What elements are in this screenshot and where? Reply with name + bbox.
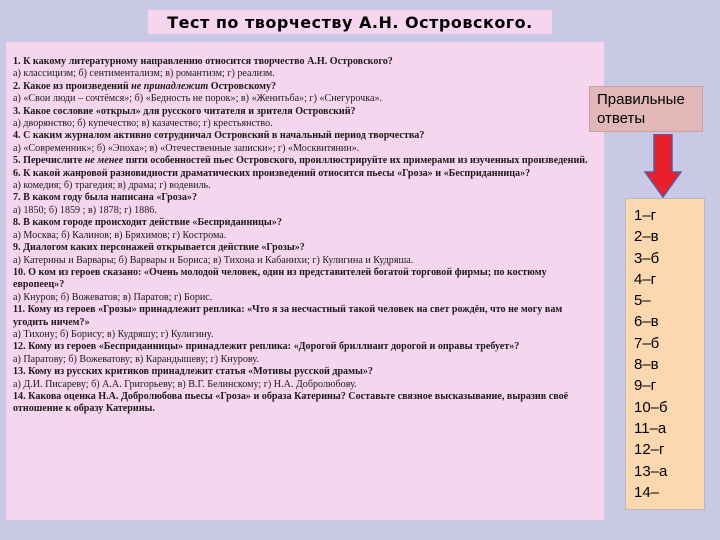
answer-item: 5– xyxy=(634,292,651,310)
question-text: 14. Какова оценка Н.А. Добролюбова пьесы «Гроза» и образа Катерины? Составьте связное высказывание, выразив своё отношение к образу Катерины. xyxy=(13,390,569,415)
answer-item: 13–а xyxy=(634,462,668,480)
answer-options: а) 1850; б) 1859 ; в) 1878; г) 1886. xyxy=(13,204,157,216)
question-2 xyxy=(13,81,598,106)
answer-options: а) Тихону; б) Борису; в) Кудряшу; г) Кулигину. xyxy=(13,328,214,340)
question-5 xyxy=(13,155,598,167)
emphasis: не менее xyxy=(84,155,124,167)
answer-item: 8–в xyxy=(634,356,659,374)
question-13 xyxy=(13,366,598,391)
question-3 xyxy=(13,106,598,131)
answer-options: а) Д.И. Писареву; б) А.А. Григорьеву; в) В.Г. Белинскому; г) Н.А. Добролюбову. xyxy=(13,378,357,390)
question-7 xyxy=(13,192,598,217)
emphasis: не принадлежит xyxy=(131,80,209,92)
answer-item: 1–г xyxy=(634,207,657,224)
question-8 xyxy=(13,217,598,242)
answers-list xyxy=(625,198,705,510)
answer-item: 3–б xyxy=(634,249,660,267)
question-text: 13. Кому из русских критиков принадлежит статья «Мотивы русской драмы»? xyxy=(13,366,373,378)
question-text: 1. К какому литературному направлению относится творчество А.Н. Островского? xyxy=(13,56,393,67)
answer-item: 7–б xyxy=(634,334,660,352)
answer-options: а) Паратову; б) Вожеватову; в) Карандышеву; г) Кнурову. xyxy=(13,353,259,365)
answer-options: а) Катерины и Варвары; б) Варвары и Бориса; в) Тихона и Кабанихи; г) Кулигина и Кудряша. xyxy=(13,254,414,266)
question-text: 6. К какой жанровой разновидности драматических произведений относятся пьесы «Гроза» и «Бесприданница»? xyxy=(13,167,531,179)
question-9 xyxy=(13,242,598,267)
question-text: 7. В каком году была написана «Гроза»? xyxy=(13,192,198,204)
correct-answers-header: Правильные ответы xyxy=(589,86,703,132)
question-14 xyxy=(13,391,598,416)
question-12 xyxy=(13,341,598,366)
answer-item: 4–г xyxy=(634,270,657,288)
answer-item: 2–в xyxy=(634,228,659,246)
question-text: 9. Диалогом каких персонажей открывается действие «Грозы»? xyxy=(13,242,305,254)
answer-item: 9–г xyxy=(634,377,657,395)
question-4 xyxy=(13,130,598,155)
answer-options: а) классицизм; б) сентиментализм; в) романтизм; г) реализм. xyxy=(13,68,275,80)
answer-item: 12–г xyxy=(634,441,665,459)
question-1 xyxy=(13,56,598,81)
answer-item: 10–б xyxy=(634,398,668,416)
question-text: 11. Кому из героев «Грозы» принадлежит реплика: «Что я за несчастный такой человек на свет рождён, что не могу вам угодить ничем?» xyxy=(13,304,563,328)
question-6 xyxy=(13,168,598,193)
arrow-down-icon xyxy=(644,134,682,198)
question-text: 8. В каком городе происходит действие «Бесприданницы»? xyxy=(13,217,282,229)
answer-options: а) Кнуров; б) Вожеватов; в) Паратов; г) Борис. xyxy=(13,291,213,303)
question-10 xyxy=(13,267,598,304)
answer-options: а) «Современник»; б) «Эпоха»; в) «Отечественные записки»; г) «Москвитянин». xyxy=(13,142,360,154)
question-text: 10. О ком из героев сказано: «Очень молодой человек, один из представителей богатой торговой фирмы; по костюму европеец»? xyxy=(13,266,547,291)
answer-options: а) дворянство; б) купечество; в) казачество; г) крестьянство. xyxy=(13,118,273,130)
answer-options: а) комедия; б) трагедия; в) драма; г) водевиль. xyxy=(13,180,211,192)
answer-options: а) «Свои люди – сочтёмся»; б) «Бедность не порок»; в) «Женитьба»; г) «Снегурочка». xyxy=(13,93,383,105)
question-text: 5. Перечислите не менее пяти особенностей пьес Островского, проиллюстрируйте их примерами из изученных произведений. xyxy=(13,155,588,167)
answer-item: 14– xyxy=(634,483,660,501)
question-text: 12. Кому из героев «Бесприданницы» принадлежит реплика: «Дорогой бриллиант дорогой и оправы требует»? xyxy=(13,341,520,353)
page-title: Тест по творчеству А.Н. Островского. xyxy=(148,10,552,34)
answer-options: а) Москва; б) Калинов; в) Бряхимов; г) Кострома. xyxy=(13,229,227,241)
quiz-questions-panel xyxy=(6,42,604,520)
question-11 xyxy=(13,304,598,341)
answer-item: 11–а xyxy=(634,419,667,437)
answer-item: 6–в xyxy=(634,313,659,331)
question-text: 2. Какое из произведений не принадлежит Островскому? xyxy=(13,80,277,92)
question-text: 3. Какое сословие «открыл» для русского читателя и зрителя Островский? xyxy=(13,105,356,117)
question-text: 4. С каким журналом активно сотрудничал Островский в начальный период творчества? xyxy=(13,130,425,142)
